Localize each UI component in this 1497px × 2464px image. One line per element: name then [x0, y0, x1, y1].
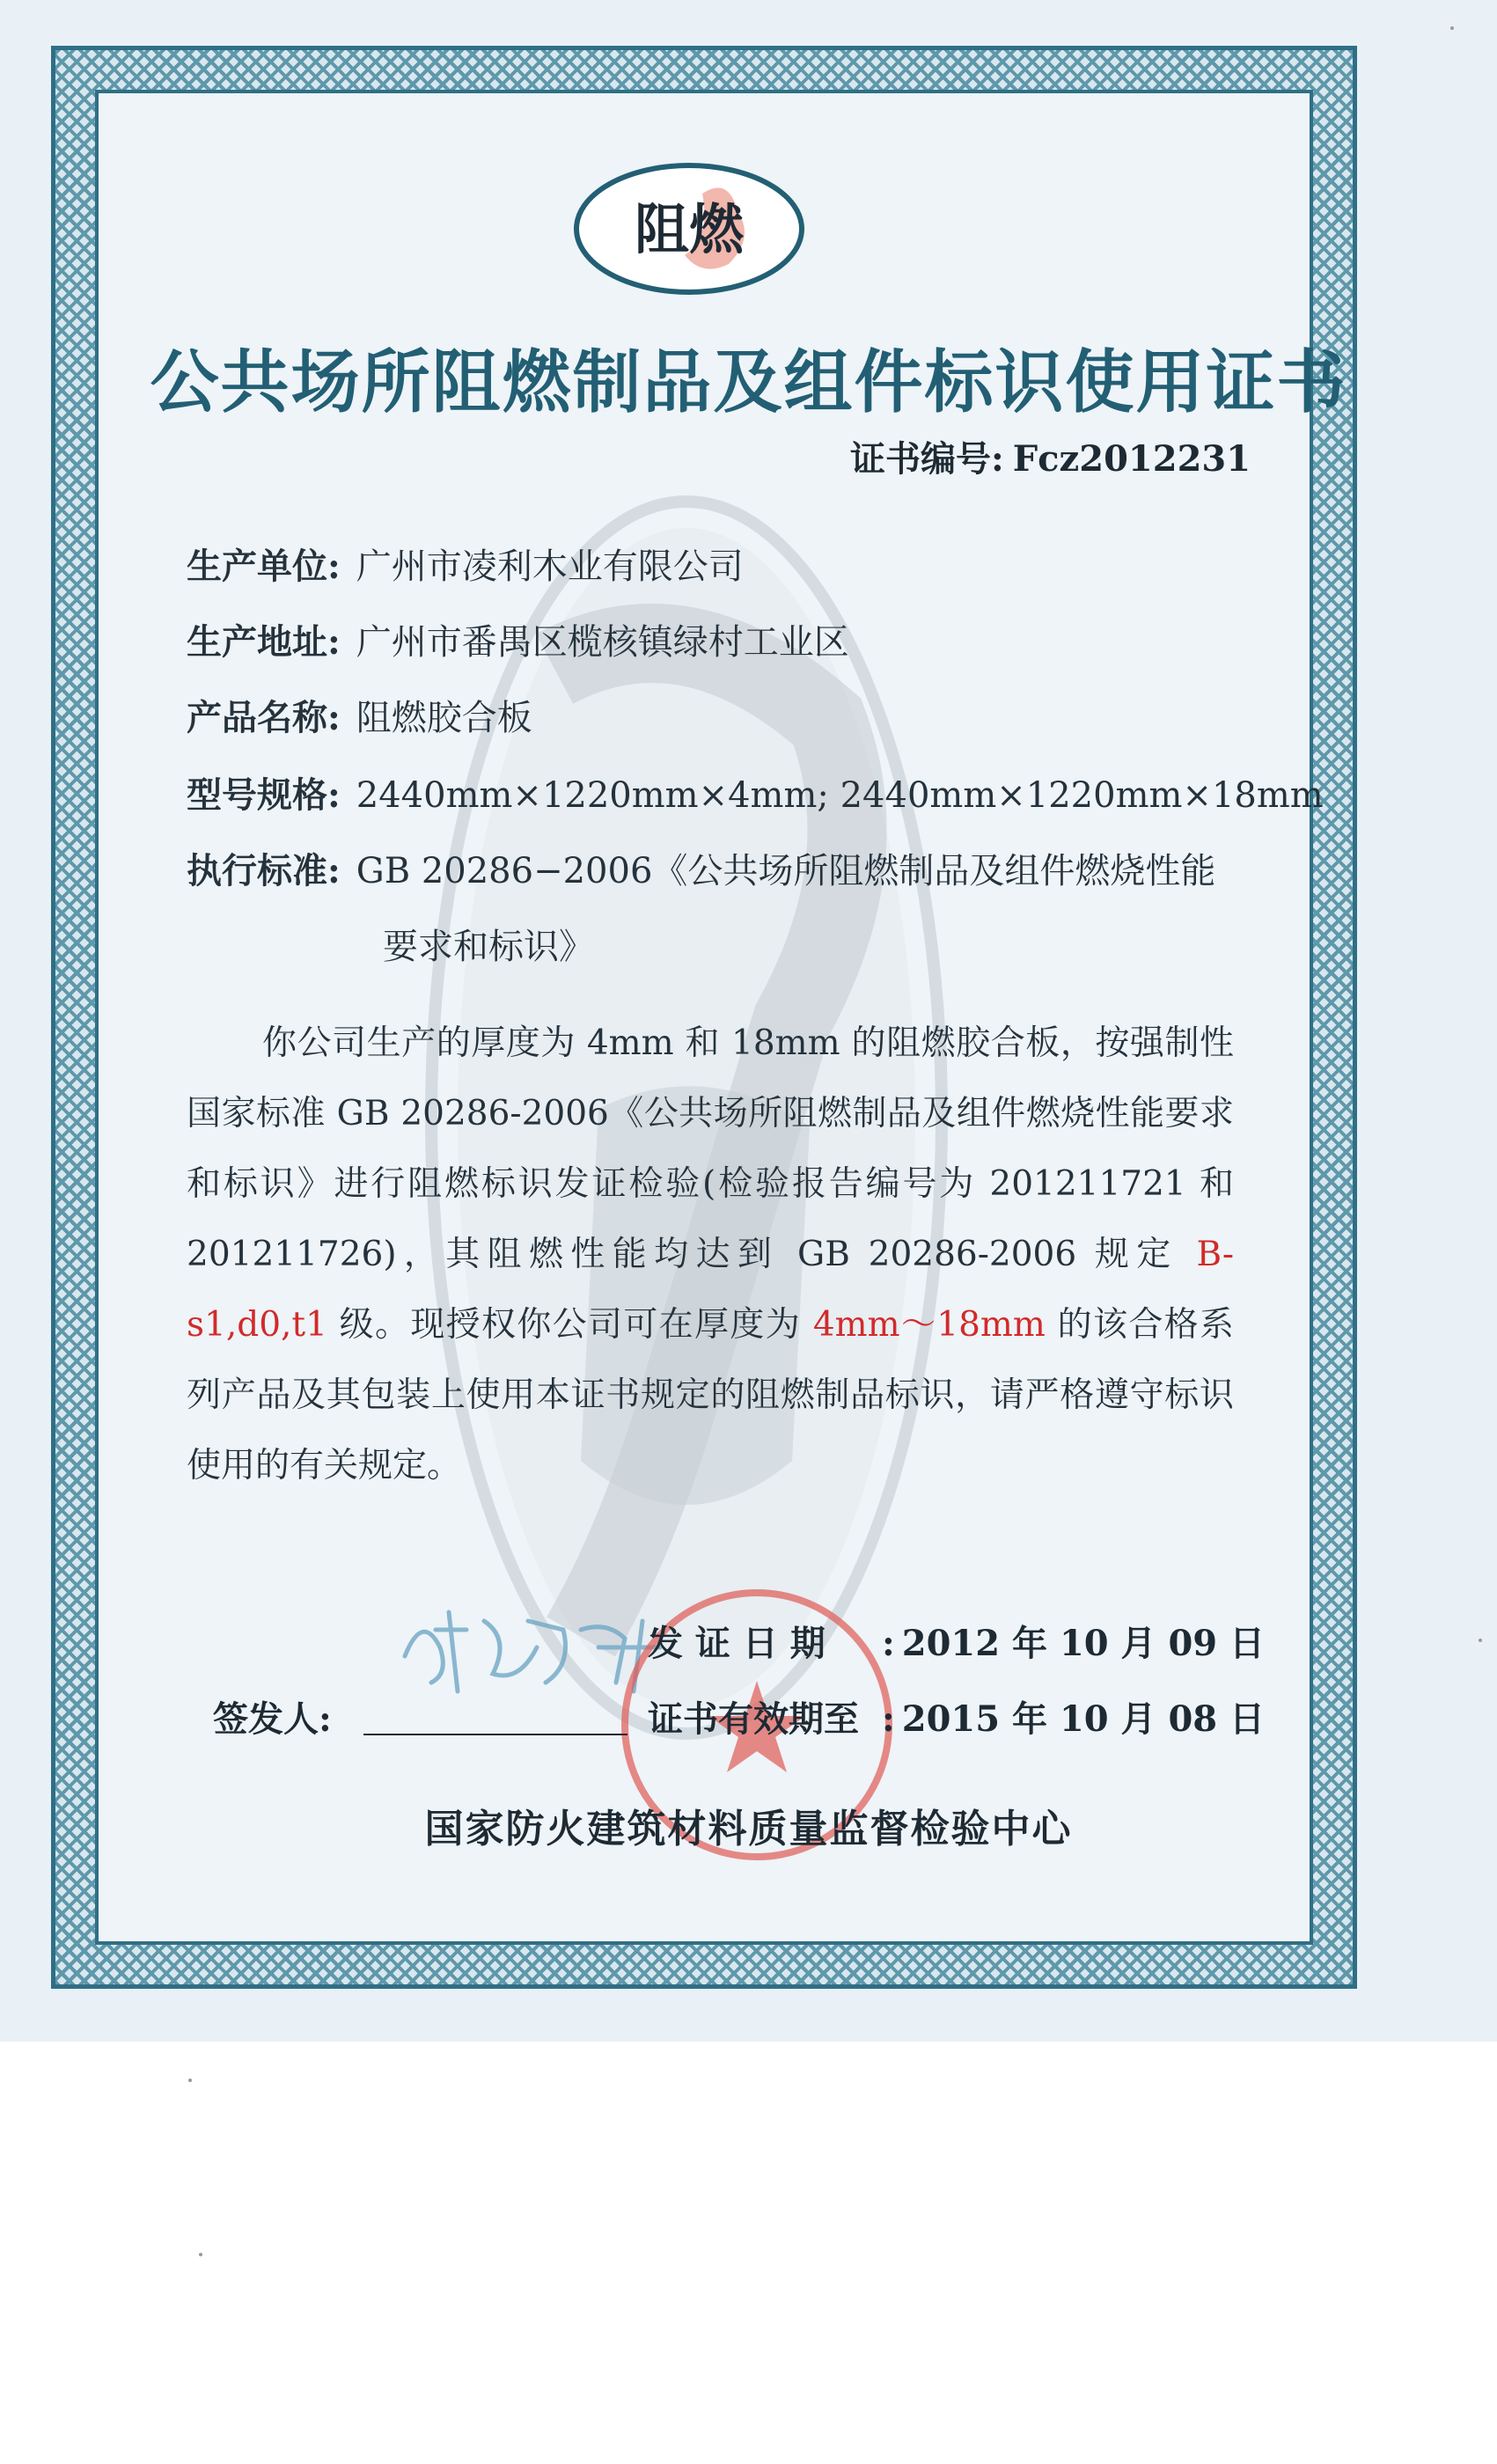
scan-speck	[1479, 1639, 1482, 1642]
certificate-number-value: Fcz2012231	[1012, 438, 1251, 480]
thickness-range: 4mm～18mm	[812, 1305, 1046, 1345]
scan-speck	[1450, 26, 1454, 30]
scan-speck	[199, 2253, 202, 2256]
field-label: 执行标准:	[187, 850, 341, 891]
valid-until-value: 2015 年 10 月 08 日	[901, 1698, 1266, 1740]
certificate-title: 公共场所阻燃制品及组件标识使用证书	[150, 342, 1347, 422]
authorization-text	[187, 1008, 1234, 1501]
issuer-label: 签发人:	[213, 1698, 332, 1740]
field-label: 生产单位:	[187, 546, 341, 587]
field-value: 广州市番禺区榄核镇绿村工业区	[356, 622, 849, 663]
field-manufacturer	[187, 539, 744, 589]
field-specification	[187, 767, 1324, 818]
body-text: 你公司生产的厚度为 4mm 和 18mm 的阻燃胶合板，按强制性国家标准 GB 20286-2006《公共场所阻燃制品及组件燃烧性能要求和标识》进行阻燃标识发证检验(检验报告编号为 201211721 和 201211726)，其阻燃性能均达到 GB 20286-2006 规定	[187, 1023, 1234, 1274]
body-text: 级。现授权你公司可在厚度为	[327, 1305, 813, 1345]
field-product-name	[187, 690, 532, 740]
field-standard	[187, 843, 1216, 967]
field-value: GB 20286−2006《公共场所阻燃制品及组件燃烧性能	[356, 851, 1216, 891]
certificate-number-label: 证书编号:	[850, 438, 1004, 480]
fire-grade: B-s1,d0,t1	[187, 1235, 1234, 1345]
scan-speck	[188, 2079, 192, 2082]
issue-date: 发 证 日 期 : 2012 年 10 月 09 日	[648, 1616, 1265, 1666]
emblem-text: 阻燃	[634, 197, 745, 261]
field-label: 产品名称:	[187, 697, 341, 738]
field-value-continued: 要求和标识》	[383, 927, 594, 967]
field-value: 2440mm×1220mm×4mm; 2440mm×1220mm×18mm	[356, 775, 1324, 816]
issuing-body: 国家防火建筑材料质量监督检验中心	[424, 1807, 1073, 1852]
issue-date-label: 发 证 日 期	[648, 1623, 826, 1664]
field-value: 广州市凌利木业有限公司	[356, 546, 744, 587]
valid-until: 证书有效期至 : 2015 年 10 月 08 日	[648, 1691, 1265, 1742]
field-address	[187, 614, 849, 664]
flame-retardant-emblem	[570, 158, 808, 299]
body-text: 的该合格系列产品及其包装上使用本证书规定的阻燃制品标识，请严格遵守标识使用的有关规定。	[187, 1305, 1234, 1485]
issue-date-value: 2012 年 10 月 09 日	[901, 1623, 1266, 1664]
certificate-number	[850, 431, 1251, 481]
field-label: 生产地址:	[187, 621, 341, 663]
valid-until-label: 证书有效期至	[648, 1698, 859, 1740]
field-label: 型号规格:	[187, 774, 341, 816]
signature-line	[363, 1734, 627, 1735]
field-value: 阻燃胶合板	[356, 698, 532, 738]
